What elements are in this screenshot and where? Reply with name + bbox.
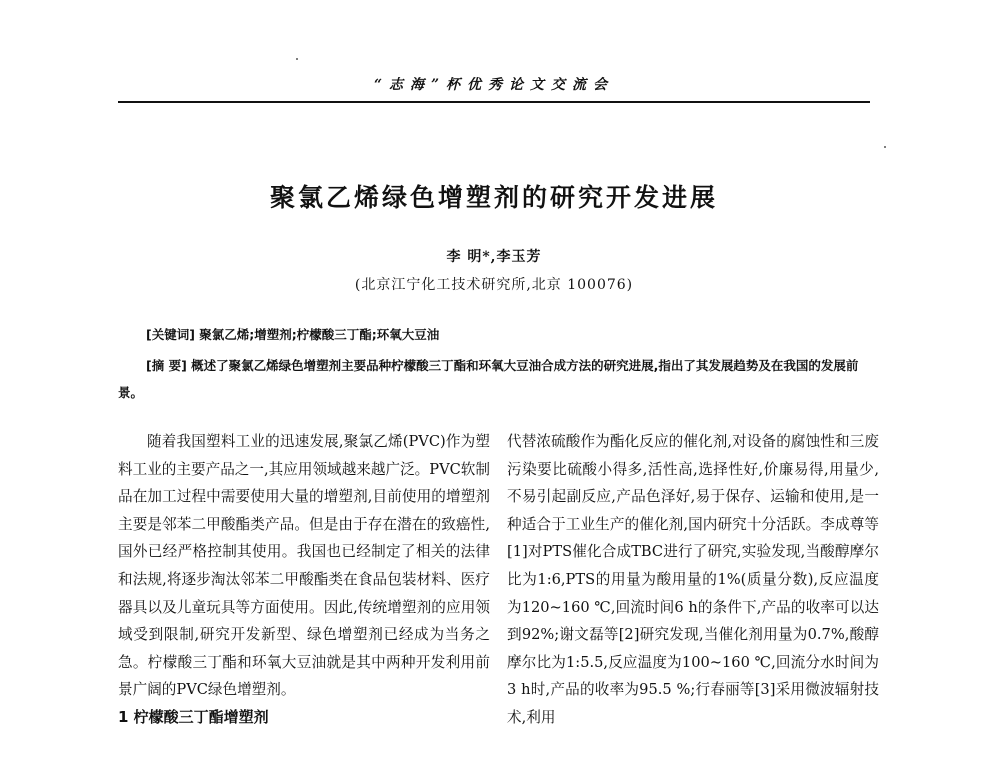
- intro-paragraph: 随着我国塑料工业的迅速发展,聚氯乙烯(PVC)作为塑料工业的主要产品之一,其应用领域越来越广泛。PVC软制品在加工过程中需要使用大量的增塑剂,目前使用的增塑剂主要是邻苯二甲酸酯类产品。但是由于存在潜在的致癌性,国外已经严格控制其使用。我国也已经制定了相关的法律和法规,将逐步淘汰邻苯二甲酸酯类在食品包装材料、医疗器具以及儿童玩具等方面使用。因此,传统增塑剂的应用领域受到限制,研究开发新型、绿色增塑剂已经成为当务之急。柠檬酸三丁酯和环氧大豆油就是其中两种开发利用前景广阔的PVC绿色增塑剂。: [118, 433, 490, 699]
- scan-speck: [884, 146, 886, 148]
- body-right-column: [507, 428, 879, 732]
- article-title: 聚氯乙烯绿色增塑剂的研究开发进展: [269, 183, 718, 212]
- header-rule: [118, 101, 870, 103]
- article-affiliation: (北京江宁化工技术研究所,北京 100076): [354, 277, 634, 293]
- body-left-column: [118, 428, 490, 731]
- catalyst-paragraph: 代替浓硫酸作为酯化反应的催化剂,对设备的腐蚀性和三废污染要比硫酸小得多,活性高,选择性好,价廉易得,用量少,不易引起副反应,产品色泽好,易于保存、运输和使用,是一种适合于工业生产的催化剂,国内研究十分活跃。李成尊等[1]对PTS催化合成TBC进行了研究,实验发现,当酸醇摩尔比为1:6,PTS的用量为酸用量的1%(质量分数),反应温度为120~160 ℃,回流时间6 h的条件下,产品的收率可以达到92%;谢文磊等[2]研究发现,当催化剂用量为0.7%,酸醇摩尔比为1:5.5,反应温度为100~160 ℃,回流分水时间为3 h时,产品的收率为95.5 %;行春丽等[3]采用微波辐射技术,利用: [507, 433, 879, 726]
- article-authors: 李 明*,李玉芳: [446, 249, 542, 265]
- section-heading: 1 柠檬酸三丁酯增塑剂: [118, 707, 269, 726]
- running-header: “志海”杯优秀论文交流会: [373, 77, 615, 93]
- abstract: [摘 要] 概述了聚氯乙烯绿色增塑剂主要品种柠檬酸三丁酯和环氧大豆油合成方法的研究进展,指出了其发展趋势及在我国的发展前景。: [118, 358, 859, 400]
- scan-speck: [296, 58, 298, 60]
- keywords: [关键词] 聚氯乙烯;增塑剂;柠檬酸三丁酯;环氧大豆油: [146, 327, 440, 342]
